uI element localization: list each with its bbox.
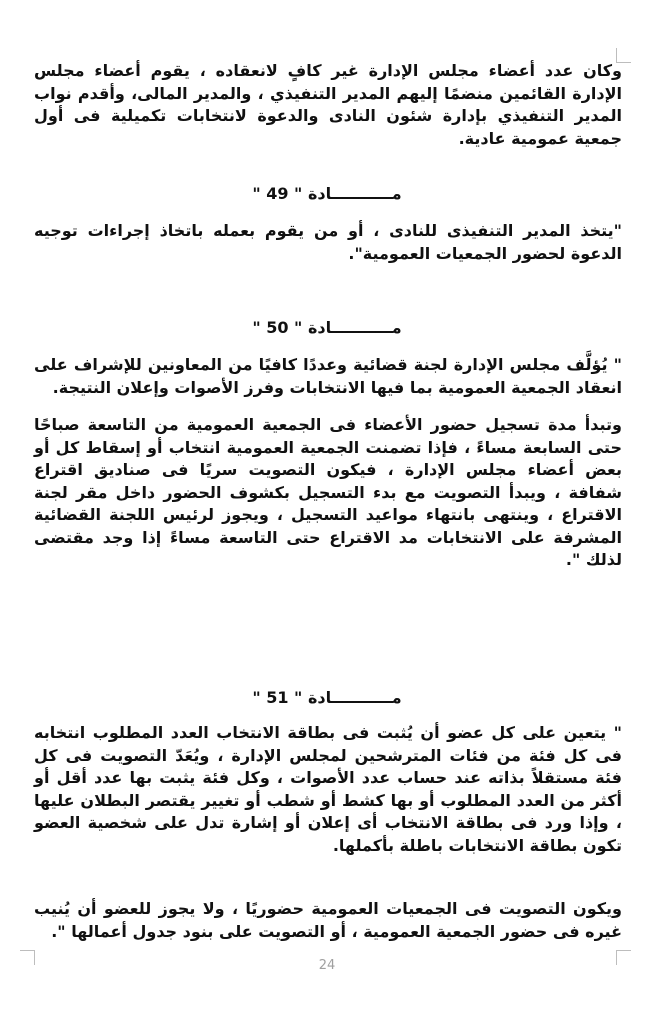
paragraph-article-50-part-1: " يُؤلَّف مجلس الإدارة لجنة قضائية وعددًا كافيًا من المعاونين للإشراف على انعقاد الجمعية العمومية بما فيها الانتخابات وفرز الأصوات وإعلان النتيجة. [34,355,622,397]
paragraph-article-51-part-1: " يتعين على كل عضو أن يُثبت فى بطاقة الانتخاب العدد المطلوب انتخابه فى كل فئة من فئات المترشحين لمجلس الإدارة ، ويُعَدّ التصويت فى كل فئة مستقلاً بذاته عند حساب عدد الأصوات ، وكل فئة يثبت بها عدد أقل أو أكثر من العدد المطلوب أو بها كشط أو شطب أو تغيير يقتصر البطلان عليها ، وإذا ورد فى بطاقة الانتخاب أى إعلان أو إشارة تدل على شخصية العضو تكون بطاقة الانتخابات باطلة بأكملها. [34,723,622,855]
paragraph-article-49: "يتخذ المدير التنفيذى للنادى ، أو من يقوم بعمله باتخاذ إجراءات توجيه الدعوة لحضور الجمعيات العمومية". [34,221,622,263]
article-heading-50: مـــــــــــادة " 50 " [252,318,402,337]
paragraph-board-vacancy: وكان عدد أعضاء مجلس الإدارة غير كافٍ لانعقاده ، يقوم أعضاء مجلس الإدارة القائمين منضمًا إليهم المدير التنفيذي ، والمدير المالى، وأقدم نواب المدير التنفيذي بإدارة شئون النادى والدعوة لانتخابات تكميلية فى أول جمعية عمومية عادية. [34,61,622,148]
paragraph-article-50-part-2: وتبدأ مدة تسجيل حضور الأعضاء فى الجمعية العمومية من التاسعة صباحًا حتى السابعة مساءً ، فإذا تضمنت الجمعية العمومية انتخاب أو إسقاط كل أو بعض أعضاء مجلس الإدارة ، فيكون التصويت سريًا فى صناديق اقتراع شفافة ، ويبدأ التصويت مع بدء التسجيل بكشوف الحضور داخل مقر لجنة الاقتراع ، وينتهى بانتهاء مواعيد التسجيل ، ويجوز لرئيس اللجنة القضائية المشرفة على الانتخابات مد الاقتراع حتى التاسعة مساءً إذا وجد مقتضى لذلك ". [34,415,622,569]
paragraph-article-51-part-2: ويكون التصويت فى الجمعيات العمومية حضوريًا ، ولا يجوز للعضو أن يُنيب غيره فى حضور الجمعية العمومية ، أو التصويت على بنود جدول أعمالها ". [34,899,622,941]
article-heading-49: مـــــــــــادة " 49 " [252,184,402,203]
article-heading-51: مـــــــــــادة " 51 " [252,688,402,707]
page-number: 24 [318,958,336,973]
